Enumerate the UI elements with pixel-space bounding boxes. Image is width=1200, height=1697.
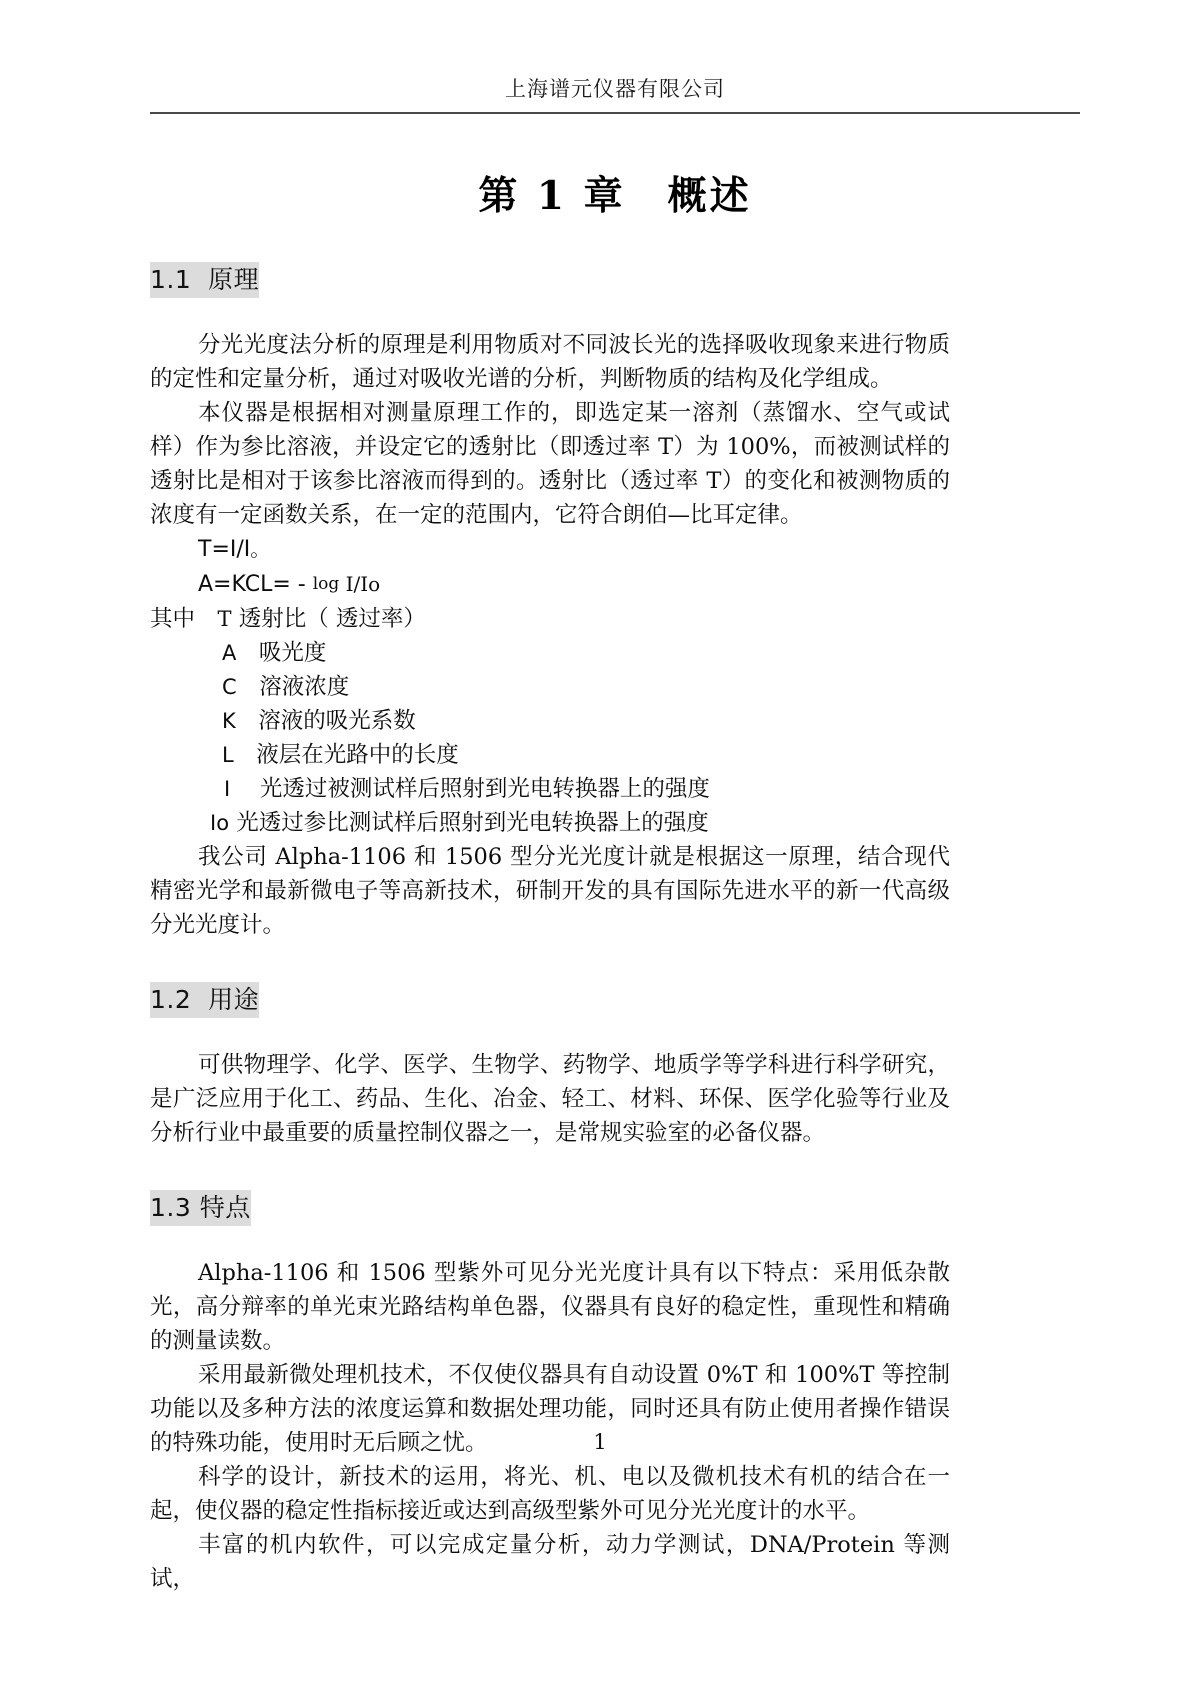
definition-row-T — [150, 602, 950, 636]
paragraph-1-1-1: 分光光度法分析的原理是利用物质对不同波长光的选择吸收现象来进行物质的定性和定量分析，通过对吸收光谱的分析，判断物质的结构及化学组成。 — [150, 332, 950, 392]
definition-text-K: 溶液的吸光系数 — [258, 708, 416, 734]
definition-symbol-C: C — [222, 675, 237, 699]
paragraph-1-3-3: 科学的设计，新技术的运用，将光、机、电以及微机技术有机的结合在一起，使仪器的稳定性指标接近或达到高级型紫外可见分光光度计的水平。 — [150, 1464, 950, 1524]
definition-row-K — [150, 704, 950, 738]
definition-row-A — [150, 636, 950, 670]
definition-text-A: 吸光度 — [258, 640, 327, 666]
definition-text-Io: 光透过参比测试样后照射到光电转换器上的强度 — [236, 810, 709, 836]
definition-row-L — [150, 738, 950, 772]
definition-symbol-T: T — [217, 607, 232, 631]
definitions-intro: 其中 — [150, 606, 196, 632]
paragraph-1-2-1: 可供物理学、化学、医学、生物学、药物学、地质学等学科进行科学研究，是广泛应用于化工、药品、生化、冶金、轻工、材料、环保、医学化验等行业及分析行业中最重要的质量控制仪器之一，是常规实验室的必备仪器。 — [150, 1052, 950, 1146]
section-heading-1-1: 1.1 原理 — [150, 262, 259, 298]
definition-symbol-I: I — [224, 777, 231, 801]
formula-2-log: log — [312, 574, 340, 594]
definition-row-C — [150, 670, 950, 704]
definition-text-T: 透射比（ 透过率） — [238, 606, 426, 632]
paragraph-1-3-4: 丰富的机内软件，可以完成定量分析，动力学测试，DNA/Protein 等测试， — [150, 1532, 950, 1592]
formula-1-main: T=I/I — [198, 537, 251, 562]
definition-text-C: 溶液浓度 — [259, 674, 350, 700]
paragraph-1-1-2: 本仪器是根据相对测量原理工作的，即选定某一溶剂（蒸馏水、空气或试样）作为参比溶液，并设定它的透射比（即透过率 T）为 100%，而被测试样的透射比是相对于该参比溶液而得到的。透射比（透过率 T）的变化和被测物质的浓度有一定函数关系，在一定的范围内，它符合朗伯—比耳定律。 — [150, 400, 950, 528]
formula-2-expression: I/Io — [339, 572, 381, 596]
paragraph-1-3-2: 采用最新微处理机技术，不仅使仪器具有自动设置 0%T 和 100%T 等控制功能以及多种方法的浓度运算和数据处理功能，同时还具有防止使用者操作错误的特殊功能，使用时无后顾之忧。 — [150, 1362, 950, 1456]
header-divider — [150, 112, 1080, 114]
definition-text-L: 液层在光路中的长度 — [256, 742, 459, 768]
section-heading-1-2: 1.2 用途 — [150, 982, 259, 1018]
running-header — [150, 74, 1080, 104]
definition-symbol-A: A — [222, 641, 237, 665]
definition-text-I: 光透过被测试样后照射到光电转换器上的强度 — [259, 776, 710, 802]
definition-symbol-K: K — [222, 709, 236, 733]
formula-2-main: A=KCL= - — [198, 572, 313, 597]
section-heading-1-3: 1.3 特点 — [150, 1190, 251, 1226]
definition-symbol-L: L — [222, 743, 234, 767]
running-header-title: 上海谱元仪器有限公司 — [505, 77, 725, 101]
definition-symbol-Io: Io — [210, 811, 230, 835]
formula-transmittance — [150, 532, 950, 567]
page-number: 1 — [593, 1430, 607, 1454]
paragraph-1-3-1: Alpha-1106 和 1506 型紫外可见分光光度计具有以下特点：采用低杂散光，高分辩率的单光束光路结构单色器，仪器具有良好的稳定性，重现性和精确的测量读数。 — [150, 1260, 950, 1354]
formula-absorbance — [150, 567, 950, 602]
formula-1-tail: 。 — [250, 537, 271, 561]
definition-row-Io — [150, 806, 950, 840]
definition-row-I — [150, 772, 950, 806]
chapter-title: 第 1 章 概述 — [478, 173, 752, 219]
paragraph-1-1-closing: 我公司 Alpha-1106 和 1506 型分光光度计就是根据这一原理，结合现代精密光学和最新微电子等高新技术，研制开发的具有国际先进水平的新一代高级分光光度计。 — [150, 844, 950, 938]
document-body — [150, 262, 950, 1596]
